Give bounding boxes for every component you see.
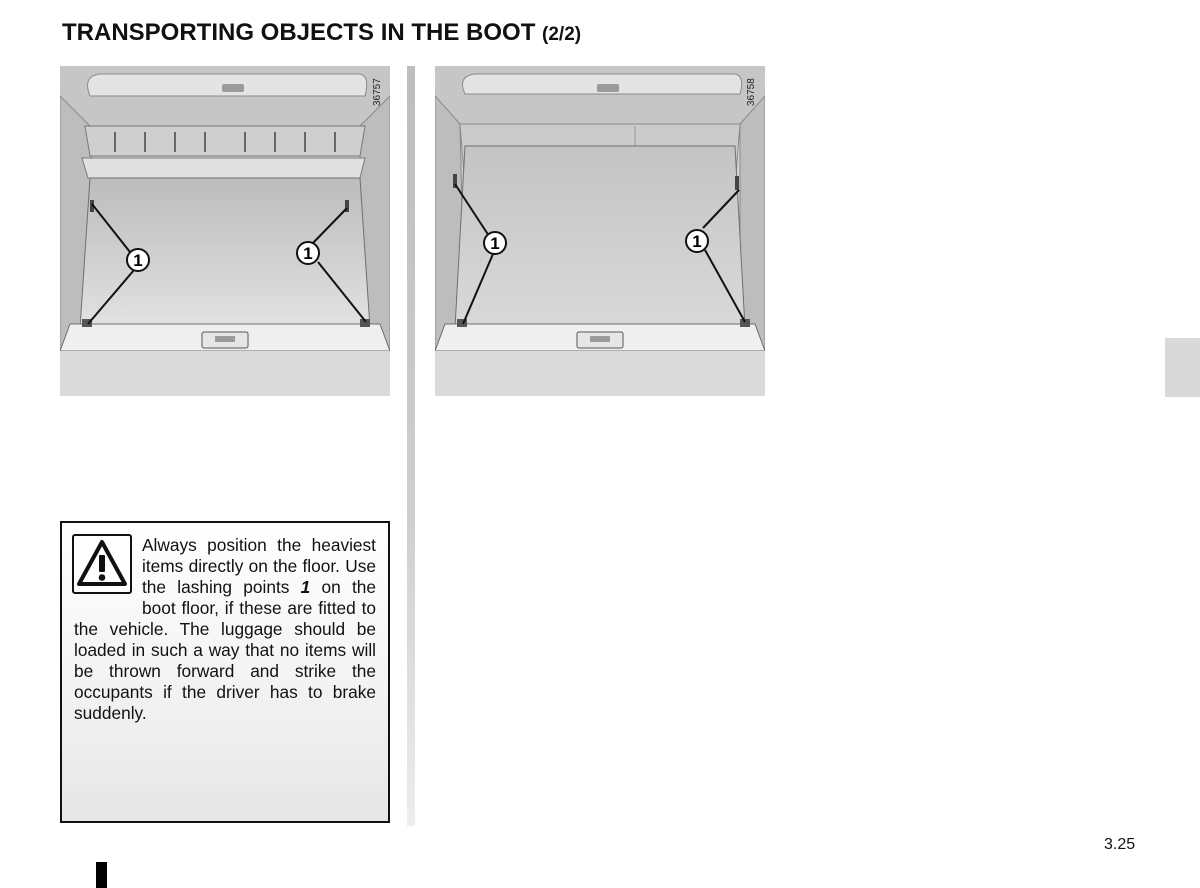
lashing-point-ref: 1	[300, 577, 311, 597]
column-divider	[407, 66, 415, 826]
boot-figure-left	[60, 66, 390, 396]
page-title-part: (2/2)	[542, 24, 582, 45]
callout-label: 1	[490, 234, 500, 253]
callout-label: 1	[133, 251, 143, 270]
page-title-text: TRANSPORTING OBJECTS IN THE BOOT	[62, 19, 536, 46]
callout-label: 1	[692, 232, 702, 251]
page-number: 3.25	[1104, 836, 1136, 853]
warning-text-part: on the boot floor, if these are fitted to the vehicle. The luggage should be loaded in such a way that no items will be thrown forward and strike the occupants if the driver has to brake suddenly.	[74, 577, 376, 723]
page-title	[62, 19, 581, 47]
warning-text	[74, 535, 376, 724]
corner-mark	[96, 862, 107, 888]
warning-box	[60, 521, 390, 823]
figure-reference-number: 36758	[746, 78, 757, 106]
callout-label: 1	[303, 244, 313, 263]
figure-reference-number: 36757	[372, 78, 383, 106]
boot-illustration-right	[435, 66, 765, 396]
warning-text-part: Always position the heaviest items directly on the floor. Use the lashing points	[142, 535, 376, 597]
boot-figure-right	[435, 66, 765, 396]
section-thumb-tab	[1165, 338, 1200, 397]
boot-illustration-left	[60, 66, 390, 396]
